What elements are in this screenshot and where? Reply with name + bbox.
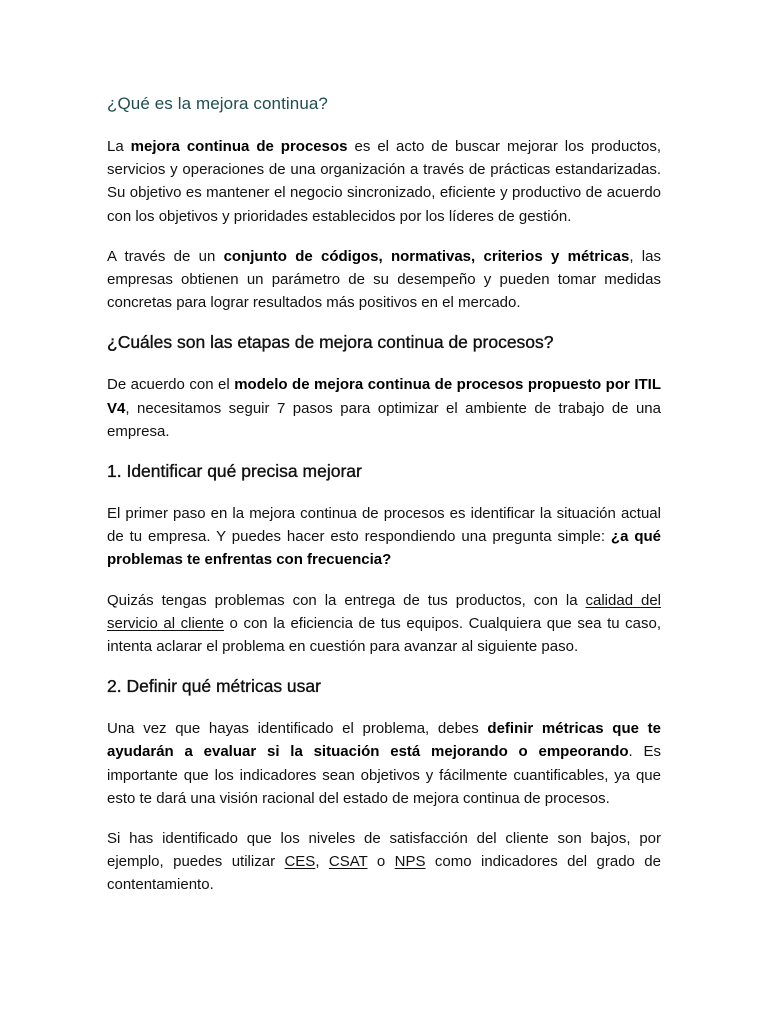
paragraph-text: Si has identificado que los niveles de satisfacción del cliente son bajos, por ejemplo, puedes utilizar bbox=[107, 830, 661, 871]
step-heading-2: 2. Definir qué métricas usar bbox=[107, 676, 321, 697]
paragraph-text: El primer paso en la mejora continua de procesos es identificar la situación actual de tu empresa. Y puedes hacer esto respondiendo una pregunta simple: bbox=[107, 505, 661, 546]
paragraph-step2-intro bbox=[107, 717, 661, 810]
paragraph-text: A través de un bbox=[107, 247, 224, 265]
paragraph-text: La bbox=[107, 138, 131, 155]
paragraph-text: , necesitamos seguir 7 pasos para optimizar el ambiente de trabajo de una empresa. bbox=[107, 399, 661, 440]
bold-question: ¿a qué problemas te enfrentas con frecuencia? bbox=[107, 528, 662, 569]
paragraph-text: como indicadores del grado de contentamiento. bbox=[107, 853, 661, 894]
paragraph-codes bbox=[107, 245, 661, 315]
paragraph-text: Una vez que hayas identificado el problema, debes bbox=[107, 720, 488, 738]
paragraph-step1-detail bbox=[107, 589, 661, 659]
separator-text: o bbox=[367, 853, 395, 871]
paragraph-text: , las empresas obtienen un parámetro de su desempeño y pueden tomar medidas concretas para lograr resultados más positivos en el mercado. bbox=[107, 247, 661, 312]
paragraph-step1-intro bbox=[107, 502, 661, 572]
paragraph-text: es el acto de buscar mejorar los productos, servicios y operaciones de una organización a través de prácticas estandarizadas. Su objetivo es mantener el negocio sincronizado, eficiente y productivo de acuerdo con los objetivos y prioridades establecidos por los líderes de gestión. bbox=[107, 138, 662, 225]
section-heading-etapas: ¿Cuáles son las etapas de mejora continua de procesos? bbox=[107, 332, 554, 353]
bold-term: conjunto de códigos, normativas, criterios y métricas bbox=[223, 247, 630, 265]
separator-text: , bbox=[315, 853, 329, 871]
step-heading-1: 1. Identificar qué precisa mejorar bbox=[107, 461, 362, 482]
link-ces[interactable]: CES bbox=[284, 853, 316, 871]
link-nps[interactable]: NPS bbox=[394, 853, 426, 871]
paragraph-text: De acuerdo con el bbox=[107, 376, 235, 394]
bold-term: mejora continua de procesos bbox=[130, 138, 348, 155]
paragraph-itil bbox=[107, 373, 661, 443]
paragraph-text: . Es importante que los indicadores sean objetivos y fácilmente cuantificables, ya que esto te dará una visión racional del estado de mejora continua de procesos. bbox=[107, 743, 662, 807]
paragraph-text: Quizás tengas problemas con la entrega de tus productos, con la bbox=[107, 591, 586, 609]
link-csat[interactable]: CSAT bbox=[328, 853, 368, 871]
section-heading-que-es: ¿Qué es la mejora continua? bbox=[107, 94, 328, 113]
paragraph-step2-example bbox=[107, 827, 661, 897]
paragraph-text: o con la eficiencia de tus equipos. Cualquiera que sea tu caso, intenta aclarar el problema en cuestión para avanzar al siguiente paso. bbox=[107, 614, 661, 656]
bold-term: modelo de mejora continua de procesos propuesto por ITIL V4 bbox=[107, 376, 661, 417]
bold-term: definir métricas que te ayudarán a evaluar si la situación está mejorando o empeorando bbox=[107, 720, 661, 761]
paragraph-definition bbox=[107, 135, 661, 228]
link-calidad-servicio[interactable]: calidad del servicio al cliente bbox=[107, 591, 661, 632]
